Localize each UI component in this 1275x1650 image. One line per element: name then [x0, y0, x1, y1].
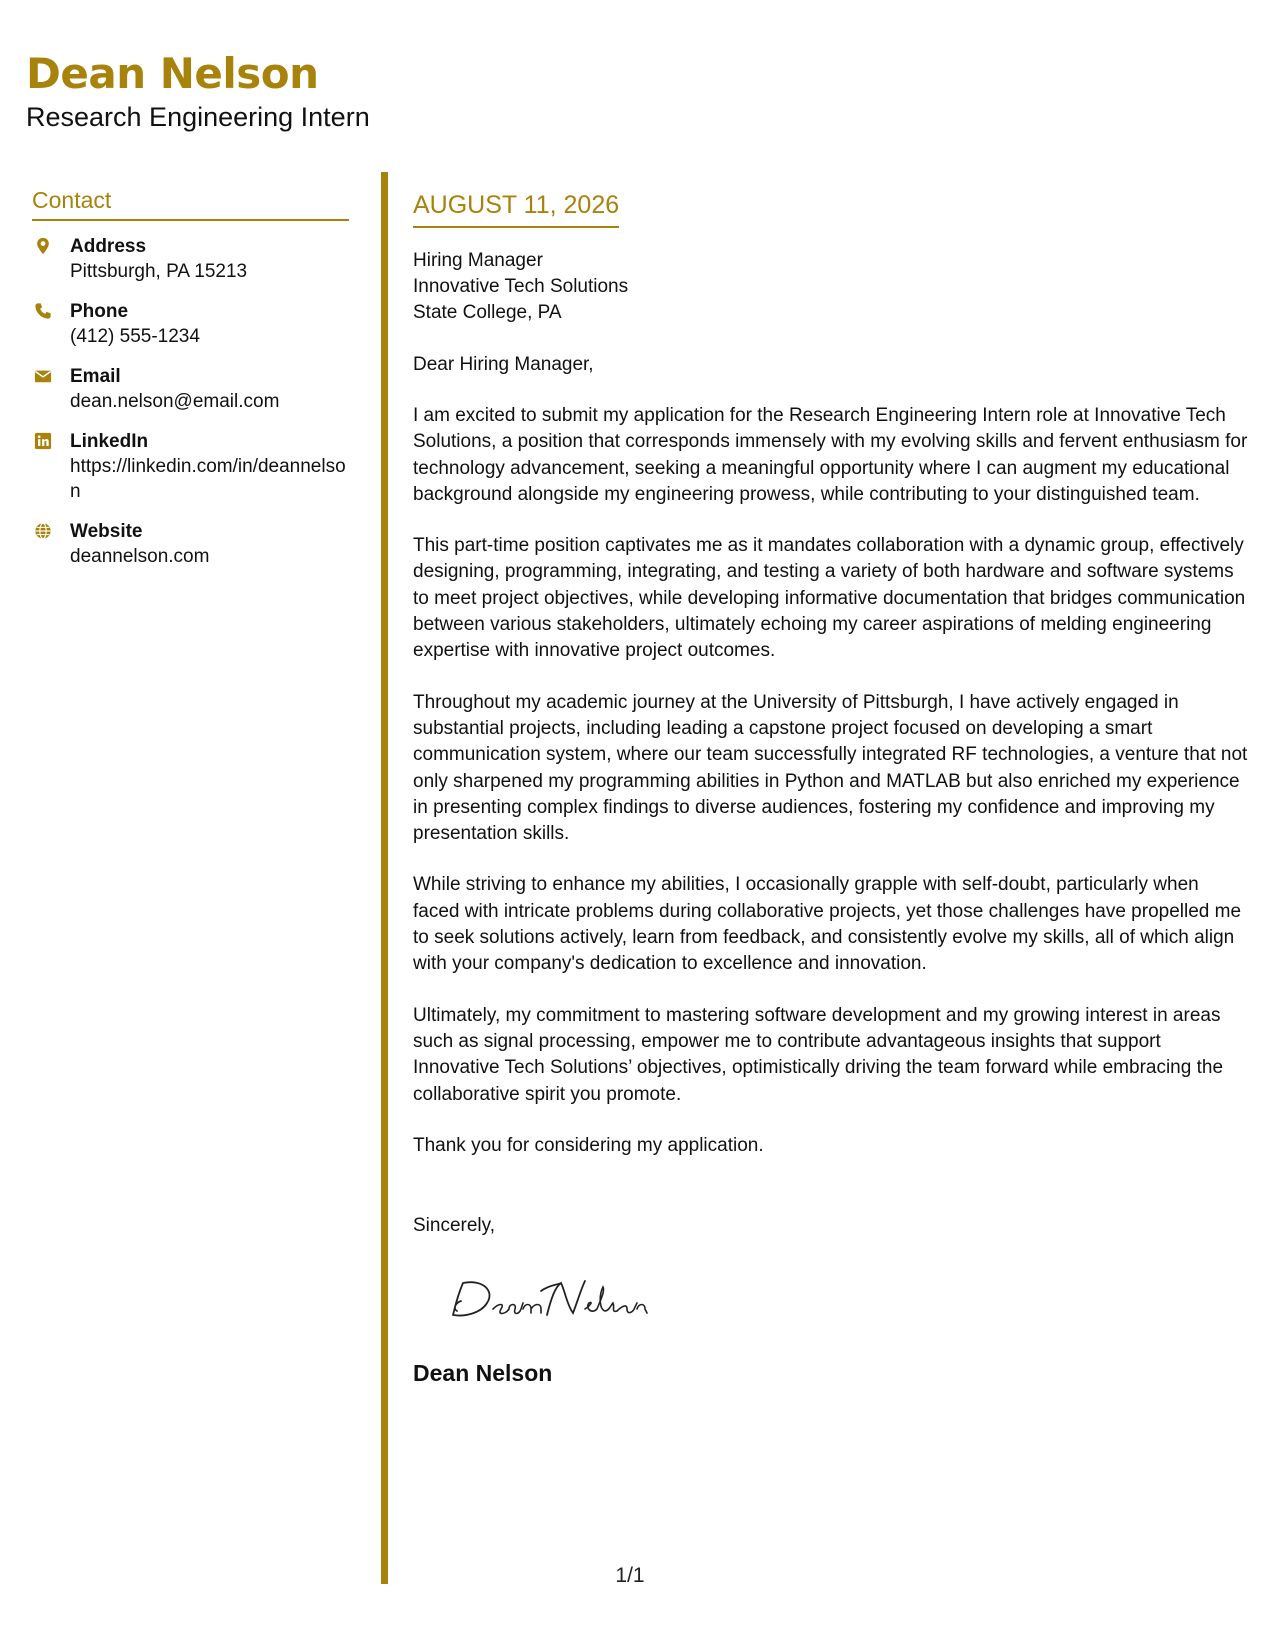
linkedin-icon — [34, 432, 52, 450]
contact-item-website — [32, 520, 349, 569]
letter-paragraph: Thank you for considering my application. — [413, 1134, 764, 1156]
contact-label: Website — [70, 521, 143, 542]
greeting: Dear Hiring Manager, — [413, 354, 594, 375]
letter-paragraph: This part-time position captivates me as it mandates collaboration with a dynamic group, effectively designing, programming, integrating, and testing a variety of both hardware and software systems to meet project objectives, while developing informative documentation that bridges communication between various stakeholders, ultimately echoing my career aspirations of melding engineering expertise with innovative project outcomes. — [413, 535, 1246, 662]
letter-body — [413, 190, 1248, 1387]
handwritten-signature — [443, 1269, 1248, 1329]
letter-paragraph: While striving to enhance my abilities, I occasionally grapple with self-doubt, particularly when faced with intricate problems during collaborative projects, yet those challenges have propelled me to seek solutions actively, learn from feedback, and consistently evolve my skills, all of which align with your company's dedication to excellence and innovation. — [413, 874, 1242, 975]
letter-date: AUGUST 11, 2026 — [413, 190, 619, 228]
applicant-role: Research Engineering Intern — [26, 102, 370, 132]
letter-paragraph: I am excited to submit my application for the Research Engineering Intern role at Innovative Tech Solutions, a position that corresponds immensely with my evolving skills and fervent enthusiasm for technology advancement, seeking a meaningful opportunity where I can augment my educational background alongside my engineering prowess, while contributing to your distinguished team. — [413, 405, 1248, 505]
letter-paragraph: Ultimately, my commitment to mastering software development and my growing interest in areas such as signal processing, empower me to contribute advantageous insights that support Innovative Tech Solutions’ objectives, optimistically driving the team forward while embracing the collaborative spirit you promote. — [413, 1004, 1224, 1105]
contact-item-address — [32, 235, 349, 284]
contact-label: Email — [70, 366, 121, 387]
contact-value: Pittsburgh, PA 15213 — [70, 261, 248, 282]
signature-image — [443, 1269, 663, 1329]
contact-label: LinkedIn — [70, 431, 149, 452]
contact-sidebar — [32, 186, 349, 585]
contact-item-phone — [32, 300, 349, 349]
contact-list — [32, 235, 349, 569]
letter-header — [26, 48, 370, 134]
contact-value: dean.nelson@email.com — [70, 391, 280, 412]
contact-item-linkedin — [32, 430, 349, 504]
globe-icon — [34, 522, 52, 540]
signer-name: Dean Nelson — [413, 1360, 553, 1387]
contact-value: deannelson.com — [70, 546, 210, 567]
location-pin-icon — [34, 237, 52, 255]
contact-label: Address — [70, 236, 147, 257]
applicant-name: Dean Nelson — [26, 49, 319, 98]
page-number: 1/1 — [615, 1564, 645, 1587]
contact-item-email — [32, 365, 349, 414]
recipient-block — [413, 248, 1248, 326]
contact-heading: Contact — [32, 186, 349, 221]
vertical-divider — [381, 172, 388, 1584]
contact-value: (412) 555-1234 — [70, 326, 200, 347]
email-icon — [34, 367, 52, 385]
recipient-line: State College, PA — [413, 302, 562, 323]
recipient-line: Innovative Tech Solutions — [413, 276, 629, 297]
contact-value: https://linkedin.com/in/deannelson — [70, 456, 346, 502]
contact-label: Phone — [70, 301, 129, 322]
recipient-line: Hiring Manager — [413, 250, 543, 271]
letter-paragraph: Throughout my academic journey at the University of Pittsburgh, I have actively engaged in substantial projects, including leading a capstone project focused on developing a smart communication system, where our team successfully integrated RF technologies, a venture that not only sharpened my programming abilities in Python and MATLAB but also enriched my experience in presenting complex findings to diverse audiences, fostering my confidence and improving my presentation skills. — [413, 691, 1248, 845]
closing: Sincerely, — [413, 1215, 496, 1237]
phone-icon — [34, 302, 52, 320]
